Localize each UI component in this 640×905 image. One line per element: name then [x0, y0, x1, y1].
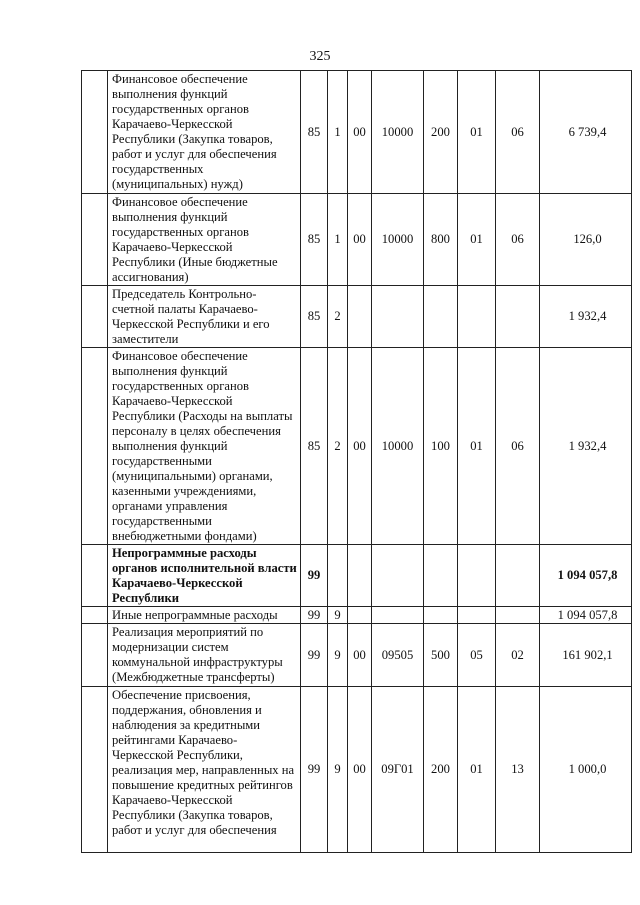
direction-code: 00: [348, 348, 372, 545]
expense-name: Реализация мероприятий по модернизации систем коммунальной инфраструктуры (Межбюджетные трансферты): [108, 624, 301, 687]
empty-cell: [82, 286, 108, 348]
direction-code: 00: [348, 71, 372, 194]
empty-cell: [82, 624, 108, 687]
expense-name: Обеспечение присвоения, поддержания, обновления и наблюдения за кредитными рейтингами Карачаево-Черкесской Республики, реализация мер, направленных на повышение кредитных рейтингов Карачаево-Черкесской Республики (Закупка товаров, работ и услуг для обеспечения: [108, 687, 301, 853]
expense-name: Председатель Контрольно-счетной палаты Карачаево-Черкесской Республики и его заместители: [108, 286, 301, 348]
subprogram-code: 2: [328, 286, 348, 348]
subprogram-code: 2: [328, 348, 348, 545]
direction-code: [348, 286, 372, 348]
direction-code: [348, 607, 372, 624]
subprogram-code: 1: [328, 71, 348, 194]
expense-name: Финансовое обеспечение выполнения функций государственных органов Карачаево-Черкесской Республики (Закупка товаров, работ и услуг для обеспечения государственных (муниципальных) нужд): [108, 71, 301, 194]
ministry-code: 85: [301, 71, 328, 194]
table-row: [82, 348, 632, 545]
section-code: 05: [458, 624, 496, 687]
ministry-code: 99: [301, 607, 328, 624]
amount: 1 094 057,8: [540, 545, 632, 607]
subsection-code: 06: [496, 71, 540, 194]
expense-direction-code: 09505: [372, 624, 424, 687]
expense-name: Финансовое обеспечение выполнения функций государственных органов Карачаево-Черкесской Республики (Иные бюджетные ассигнования): [108, 194, 301, 286]
expense-direction-code: [372, 545, 424, 607]
expense-type-code: 100: [424, 348, 458, 545]
expense-direction-code: 09Г01: [372, 687, 424, 853]
subsection-code: 13: [496, 687, 540, 853]
section-code: [458, 545, 496, 607]
direction-code: [348, 545, 372, 607]
section-code: 01: [458, 71, 496, 194]
amount: 126,0: [540, 194, 632, 286]
subprogram-code: 1: [328, 194, 348, 286]
table-row: [82, 545, 632, 607]
amount: 161 902,1: [540, 624, 632, 687]
table-row: [82, 687, 632, 853]
subprogram-code: 9: [328, 607, 348, 624]
expense-type-code: [424, 545, 458, 607]
expense-direction-code: 10000: [372, 348, 424, 545]
expense-type-code: 500: [424, 624, 458, 687]
amount: 1 094 057,8: [540, 607, 632, 624]
expense-type-code: 200: [424, 71, 458, 194]
expense-direction-code: 10000: [372, 71, 424, 194]
expense-type-code: [424, 286, 458, 348]
subprogram-code: [328, 545, 348, 607]
expense-name: Непрограммные расходы органов исполнительной власти Карачаево-Черкесской Республики: [108, 545, 301, 607]
expense-direction-code: [372, 286, 424, 348]
empty-cell: [82, 348, 108, 545]
ministry-code: 99: [301, 687, 328, 853]
ministry-code: 99: [301, 624, 328, 687]
expense-name: Иные непрограммные расходы: [108, 607, 301, 624]
table-row: [82, 71, 632, 194]
ministry-code: 85: [301, 194, 328, 286]
subsection-code: [496, 545, 540, 607]
empty-cell: [82, 545, 108, 607]
ministry-code: 99: [301, 545, 328, 607]
expense-direction-code: [372, 607, 424, 624]
subsection-code: [496, 286, 540, 348]
empty-cell: [82, 71, 108, 194]
amount: 1 932,4: [540, 286, 632, 348]
direction-code: 00: [348, 687, 372, 853]
expense-direction-code: 10000: [372, 194, 424, 286]
table-row: [82, 624, 632, 687]
empty-cell: [82, 607, 108, 624]
section-code: [458, 286, 496, 348]
subsection-code: 02: [496, 624, 540, 687]
subprogram-code: 9: [328, 624, 348, 687]
section-code: 01: [458, 687, 496, 853]
table-row: [82, 607, 632, 624]
section-code: 01: [458, 348, 496, 545]
expense-type-code: 200: [424, 687, 458, 853]
empty-cell: [82, 194, 108, 286]
subsection-code: 06: [496, 194, 540, 286]
subprogram-code: 9: [328, 687, 348, 853]
ministry-code: 85: [301, 286, 328, 348]
subsection-code: 06: [496, 348, 540, 545]
expense-type-code: 800: [424, 194, 458, 286]
amount: 1 000,0: [540, 687, 632, 853]
table-row: [82, 286, 632, 348]
budget-table: [81, 70, 632, 853]
table-row: [82, 194, 632, 286]
expense-name: Финансовое обеспечение выполнения функций государственных органов Карачаево-Черкесской Республики (Расходы на выплаты персоналу в целях обеспечения выполнения функций государственными (муниципальными) органами, казенными учреждениями, органами управления государственными внебюджетными фондами): [108, 348, 301, 545]
amount: 1 932,4: [540, 348, 632, 545]
direction-code: 00: [348, 194, 372, 286]
amount: 6 739,4: [540, 71, 632, 194]
page-number: 325: [309, 49, 331, 64]
empty-cell: [82, 687, 108, 853]
expense-type-code: [424, 607, 458, 624]
direction-code: 00: [348, 624, 372, 687]
section-code: 01: [458, 194, 496, 286]
section-code: [458, 607, 496, 624]
ministry-code: 85: [301, 348, 328, 545]
subsection-code: [496, 607, 540, 624]
